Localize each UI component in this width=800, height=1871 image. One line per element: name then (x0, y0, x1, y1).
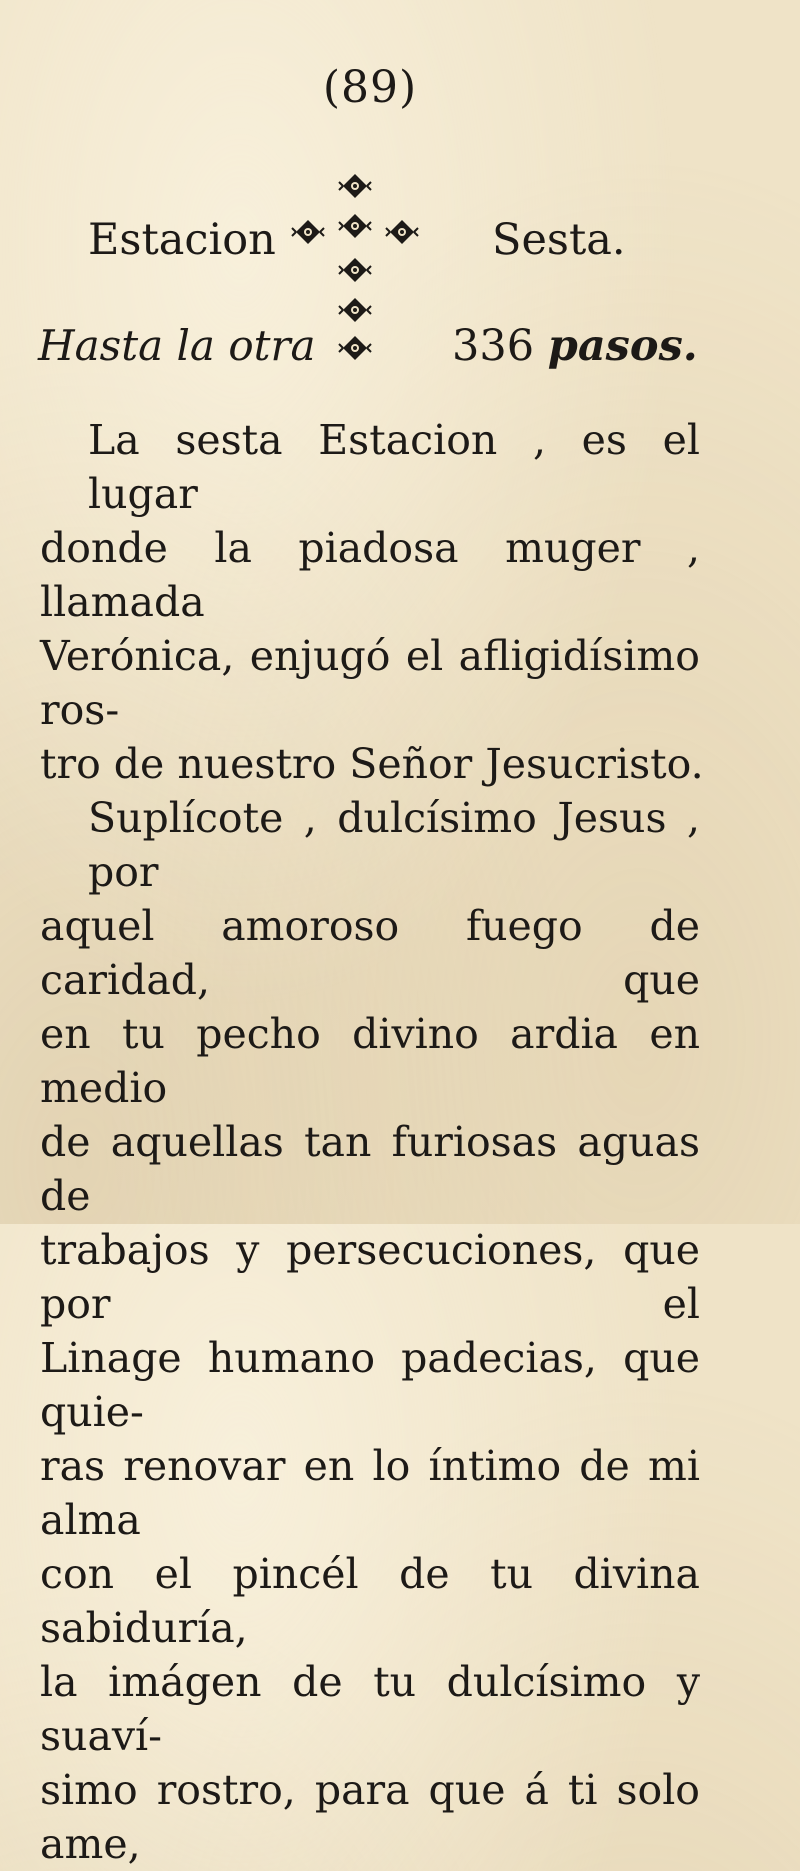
fleuron-cross-icon (280, 160, 430, 390)
text-line: Suplícote , dulcísimo Jesus , por (88, 794, 700, 896)
steps-number: 336 (452, 321, 535, 371)
text-line: en tu pecho divino ardia en medio (40, 1010, 700, 1112)
text-line: tro de nuestro Señor Jesucristo. (40, 740, 704, 788)
text-line: aquel amoroso fuego de caridad, que (40, 902, 700, 1004)
station-ordinal: Sesta. (492, 215, 626, 265)
distance-label: Hasta la otra (38, 321, 316, 370)
paragraph-1 (40, 413, 704, 791)
station-label: Estacion (88, 215, 276, 265)
text-line: Linage humano padecias, que quie- (40, 1334, 700, 1436)
text-line: La sesta Estacion , es el lugar (88, 416, 700, 518)
text-line: con el pincél de tu divina sabiduría, (40, 1550, 700, 1652)
paragraph-2 (40, 791, 700, 1871)
page-number: (89) (322, 62, 418, 113)
text-line: ras renovar en lo íntimo de mi alma (40, 1442, 700, 1544)
text-line: Verónica, enjugó el afligidísimo ros- (40, 632, 700, 734)
text-line: simo rostro, para que á ti solo ame, (40, 1766, 700, 1868)
distance-value (452, 316, 698, 376)
body-text (40, 413, 704, 1871)
text-line: de aquellas tan furiosas aguas de (40, 1118, 700, 1220)
text-line: la imágen de tu dulcísimo y suaví- (40, 1658, 700, 1760)
steps-unit: pasos. (547, 321, 698, 371)
text-line: donde la piadosa muger , llamada (40, 524, 700, 626)
text-line: trabajos y persecuciones, que por el (40, 1226, 700, 1328)
